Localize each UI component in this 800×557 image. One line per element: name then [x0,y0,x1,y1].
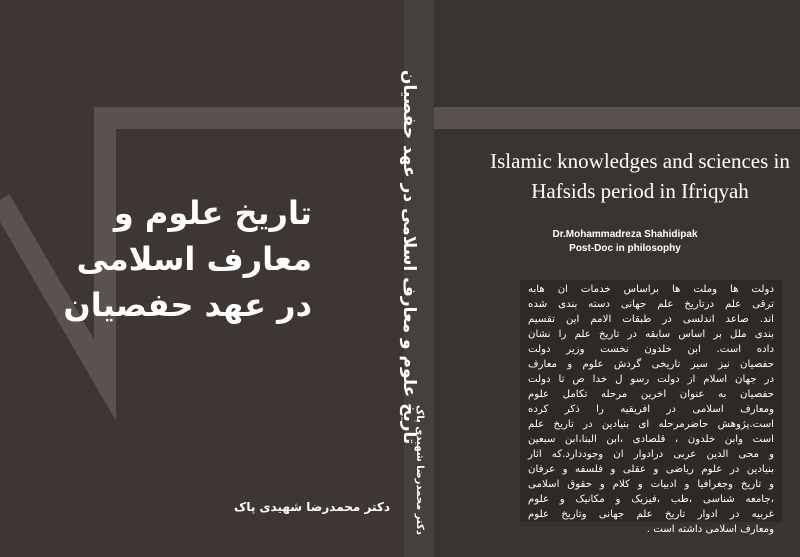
back-author-name: Dr.Mohammadreza Shahidipak [552,229,698,240]
front-author: دکتر محمدرضا شهیدی پاک [234,500,390,514]
description-line: اند. صاعد اندلسی در طبقات الامم این تقسیم [528,314,774,325]
front-title [12,190,312,328]
back-title-line: Hafsids period in Ifriqyah [531,179,749,203]
back-title-en [480,146,800,206]
description-line: ترقی علم درتاریخ علم جهانی دسته بندی شده [528,299,774,310]
description-line: ومعارف اسلامی داشته است . [646,524,774,535]
description-line: حفصیان به عنوان اخرین مرحله تکامل علوم [528,389,774,400]
back-title-line: Islamic knowledges and sciences in [490,149,790,173]
front-title-line: در عهد حفصیان [63,286,312,324]
description-line: است.پژوهش حاضرمرحله ای بنیادین در تاریخ علم [528,419,774,430]
description-line: داده است. ابن خلدون نخست وزیر دولت [528,344,774,355]
spine-author: دکتر محمدرضا شهیدی پاک [414,405,425,535]
spine-title: تاریخ علوم و معارف اسلامی در عهد حفصیان [399,70,419,445]
back-author-block [500,228,750,256]
description-line: است وابن خلدون ، قلصادی ،ابن البنا،ابن سبعین [528,434,774,445]
front-title-line: تاریخ علوم و [113,194,312,232]
description-line: ،جامعه شناسی ،طب ،فیزیک و مکانیک و علوم [528,494,774,505]
description-line: دولت ها وملت ها براساس خدمات ان هابه [528,284,774,295]
description-line: در جهان اسلام از دولت رسو ل خدا ص تا دولت [528,374,774,385]
description-line: و محی الدین عربی درادوار ان وجوددارد.که اثار [528,449,774,460]
description-line: بنیادین در علوم ریاضی و عقلی و فلسفه و عرفان [528,464,774,475]
back-author-role: Post-Doc in philosophy [569,243,681,254]
description-line: غربیه در ادوار تاریخ علم جهانی وتاریخ علوم [528,509,774,520]
description-line: حفصیان نیز سیر تاریخی گردش علوم و معارف [528,359,774,370]
description-line: و تاریخ وجغرافیا و ادبیات و کلام و حقوق اسلامی [528,479,774,490]
back-description [520,280,782,535]
description-line: بندی ملل بر اساس سابقه در تاریخ علم را نشان [528,329,774,340]
front-title-line: معارف اسلامی [76,240,312,278]
description-line: ومعارف اسلامی در افریقیه را ذکر کرده [528,404,774,415]
